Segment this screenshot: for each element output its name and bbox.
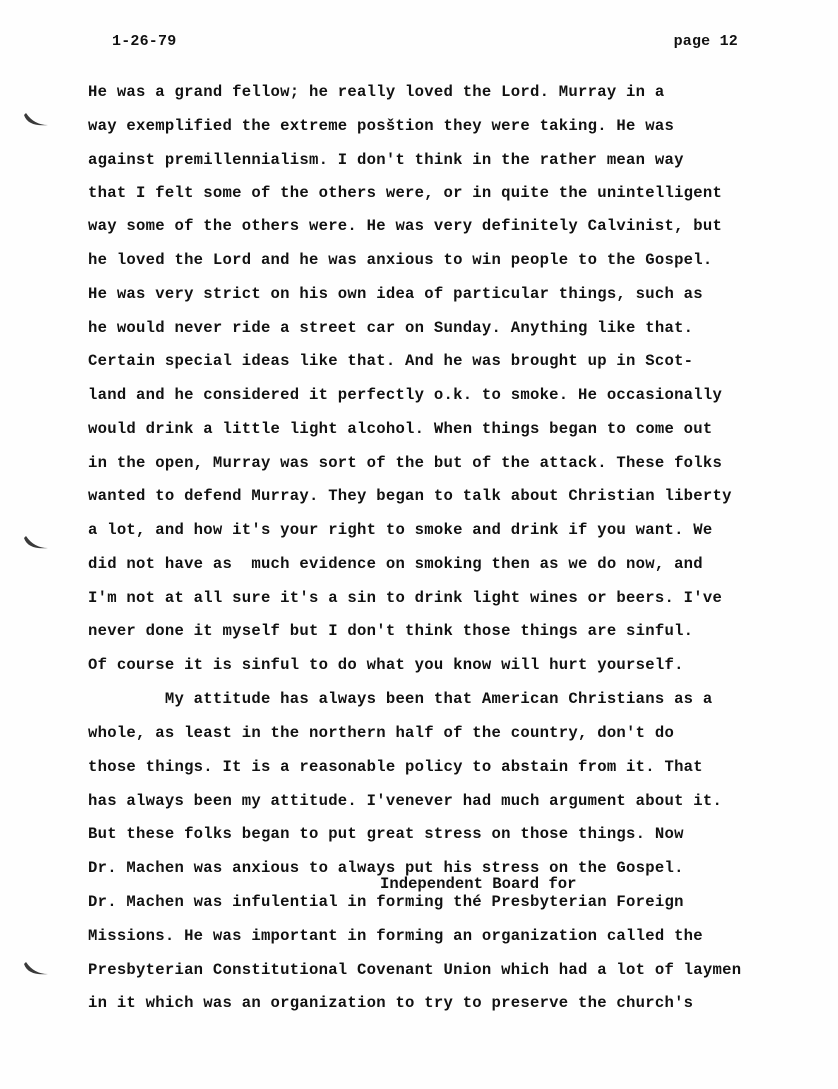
text-line: Certain special ideas like that. And he was brought up in Scot- [88, 352, 694, 370]
text-line: My attitude has always been that American Christians as a [88, 690, 713, 708]
text-line: wanted to defend Murray. They began to talk about Christian liberty [88, 487, 732, 505]
text-line: never done it myself but I don't think those things are sinful. [88, 622, 694, 640]
text-line: a lot, and how it's your right to smoke and drink if you want. We [88, 521, 713, 539]
text-line: He was a grand fellow; he really loved the Lord. Murray in a [88, 83, 665, 101]
text-line: did not have as much evidence on smoking then as we do now, and [88, 555, 703, 573]
text-line: would drink a little light alcohol. When things began to come out [88, 420, 713, 438]
text-line: he loved the Lord and he was anxious to win people to the Gospel. [88, 251, 713, 269]
text-line: But these folks began to put great stress on those things. Now [88, 825, 684, 843]
text-line: those things. It is a reasonable policy to abstain from it. That [88, 758, 703, 776]
punch-hole-icon [22, 960, 52, 978]
text-line: has always been my attitude. I'venever had much argument about it. [88, 792, 723, 810]
punch-hole-icon [22, 111, 52, 129]
text-line: whole, as least in the northern half of the country, don't do [88, 724, 675, 742]
text-line: in it which was an organization to try to preserve the church's [88, 994, 694, 1012]
text-line: I'm not at all sure it's a sin to drink light wines or beers. I've [88, 589, 723, 607]
text-line: in the open, Murray was sort of the but of the attack. These folks [88, 454, 723, 472]
transcript-date: 1-26-79 [112, 33, 177, 50]
text-line: Dr. Machen was anxious to always put his stress on the Gospel. [88, 859, 684, 877]
text-line: he would never ride a street car on Sunday. Anything like that. [88, 319, 694, 337]
interlinear-insertion: Independent Board for [380, 875, 577, 893]
page-header [112, 33, 738, 53]
text-line: land and he considered it perfectly o.k. to smoke. He occasionally [88, 386, 723, 404]
text-line: way some of the others were. He was very definitely Calvinist, but [88, 217, 723, 235]
text-line: against premillennialism. I don't think in the rather mean way [88, 151, 684, 169]
text-line: that I felt some of the others were, or in quite the unintelligent [88, 184, 723, 202]
text-line: He was very strict on his own idea of particular things, such as [88, 285, 703, 303]
text-line: Dr. Machen was infulential in forming thé Presbyterian Foreign [88, 893, 684, 911]
text-line: Missions. He was important in forming an organization called the [88, 927, 703, 945]
page-number: page 12 [673, 33, 738, 50]
text-line: Presbyterian Constitutional Covenant Union which had a lot of laymen [88, 961, 742, 979]
punch-hole-icon [22, 534, 52, 552]
text-line: way exemplified the extreme posštion they were taking. He was [88, 117, 675, 135]
text-line: Of course it is sinful to do what you know will hurt yourself. [88, 656, 684, 674]
